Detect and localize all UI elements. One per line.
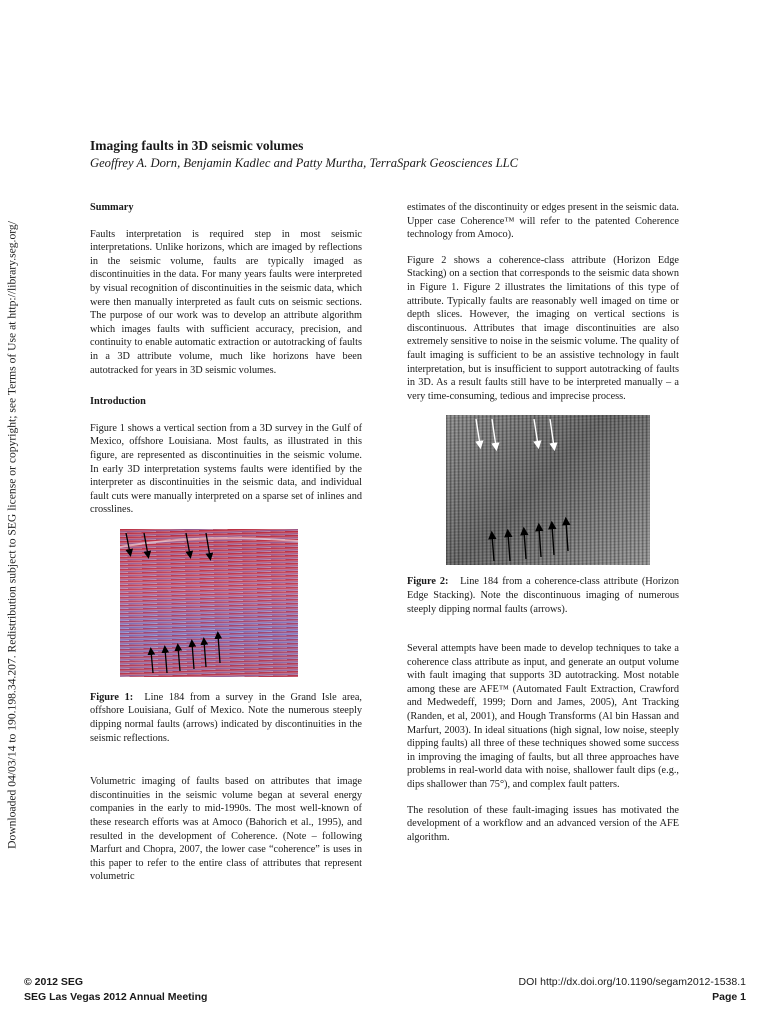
paper-title: Imaging faults in 3D seismic volumes xyxy=(90,138,304,153)
figure-1-seismic-section xyxy=(120,529,298,677)
download-notice-margin xyxy=(0,0,24,1024)
figure-2-caption-text: Line 184 from a coherence-class attribute (Horizon Edge Stacking). Note the discontinuous imaging of numerous steeply dipping normal faults (arrows). xyxy=(407,576,679,615)
download-notice-text: Downloaded 04/03/14 to 190.198.34.207. Redistribution subject to SEG license or copyright; see Terms of Use at http://library.seg.org/ xyxy=(5,221,19,849)
footer-doi: DOI http://dx.doi.org/10.1190/segam2012-1538.1 xyxy=(518,976,746,988)
summary-heading: Summary xyxy=(90,202,134,213)
figure-2-paragraph: Figure 2 shows a coherence-class attribute (Horizon Edge Stacking) on a section that corresponds to the seismic data shown in Figure 1. Figure 2 illustrates the limitations of this type of attribute. Typically faults are reasonably well imaged on time or depth slices. However, the imaging on vertical sections is discontinuous. Attributes that image discontinuities are also extremely sensitive to noise in the seismic volume. The quality of fault imaging is sufficient to be an assistive technology in fault interpretation, but is insufficient to support autotracking of faults in 3D. As a result faults still have to be interpreted manually – a very time-consuming, tedious and imprecise process. xyxy=(407,254,679,402)
figure-1-arrows xyxy=(120,529,298,677)
figure-2-label: Figure 2: xyxy=(407,576,449,588)
introduction-heading: Introduction xyxy=(90,396,146,408)
right-column xyxy=(407,201,679,856)
footer-right xyxy=(519,975,746,1005)
figure-2-arrows xyxy=(446,415,650,565)
footer-copyright: © 2012 SEG xyxy=(24,976,84,988)
volumetric-paragraph: Volumetric imaging of faults based on attributes that image discontinuities in the seismic volume began at several energy companies in the early to mid-1990s. The most well-known of these research efforts was at Amoco (Bahorich et al., 1995), and resulted in the development of Coherence. (Note – following Marfurt and Chopra, 2007, the lower case “coherence” is uses in this paper to refer to the entire class of attributes that represent volumetric xyxy=(90,776,362,883)
figure-1-caption-text: Line 184 from a survey in the Grand Isle area, offshore Louisiana, Gulf of Mexico. Note the numerous steeply dipping normal faults (arrows) indicated by discontinuities in the seismic reflections. xyxy=(90,691,362,744)
attempts-paragraph: Several attempts have been made to develop techniques to take a coherence class attribute as input, and generate an output volume with fault imaging that supports 3D autotracking. Most notable among these are AFE™ (Automated Fault Extraction, Crawford and Medwedeff, 1999; Dorn and James, 2005), Ant Tracking (Randen, et al, 2001), and Hough Transforms (Al bin Hassan and Marfurt, 2003). In ideal situations (high signal, low noise, steeply dipping faults) all three of these techniques showed some success in improving the imaging of faults, but all three approaches have problems in real-world data with noise, shallower fault dips (e.g., dips shallower than 75°), and complex fault patters. xyxy=(407,643,679,791)
summary-paragraph: Faults interpretation is required step in most seismic interpretations. Unlike horizons, which are imaged by reflections in the seismic volume, faults are typically imaged as discontinuities in the data. For many years faults were interpreted by visual recognition of discontinuities in the seismic data, which were then manually interpreted as fault cuts on seismic sections. The purpose of our work was to develop an attribute algorithm which images faults with sufficient accuracy, precision, and continuity to enable automatic extraction or autotracking of faults in a 3D attribute volume, much like horizons have been autotracked for years in 3D seismic volumes. xyxy=(90,228,362,376)
introduction-paragraph: Figure 1 shows a vertical section from a 3D survey in the Gulf of Mexico, offshore Louisiana. Most faults, as illustrated in this figure, are represented as discontinuities in the seismic volume. In early 3D interpretation systems faults were identified by the interpreter as discontinuities in the seismic data, and individual fault cuts were manually interpreted on a sparse set of inlines and crosslines. xyxy=(90,422,362,516)
resolution-paragraph: The resolution of these fault-imaging issues has motivated the development of a workflow and an advanced version of the AFE algorithm. xyxy=(407,804,679,843)
continuation-paragraph: estimates of the discontinuity or edges present in the seismic data. Upper case Coherence™ will refer to the patented Coherence technology from Amoco). xyxy=(407,202,679,241)
footer-meeting: SEG Las Vegas 2012 Annual Meeting xyxy=(24,991,208,1003)
paper-authors: Geoffrey A. Dorn, Benjamin Kadlec and Patty Murtha, TerraSpark Geosciences LLC xyxy=(90,156,519,170)
figure-2-attribute-section xyxy=(446,415,650,565)
left-column xyxy=(90,201,362,896)
figure-1-caption xyxy=(90,691,362,745)
figure-2-caption xyxy=(407,575,679,616)
figure-1-label: Figure 1: xyxy=(90,691,134,703)
footer-left xyxy=(24,975,207,1005)
footer-page-number: Page 1 xyxy=(712,991,746,1003)
